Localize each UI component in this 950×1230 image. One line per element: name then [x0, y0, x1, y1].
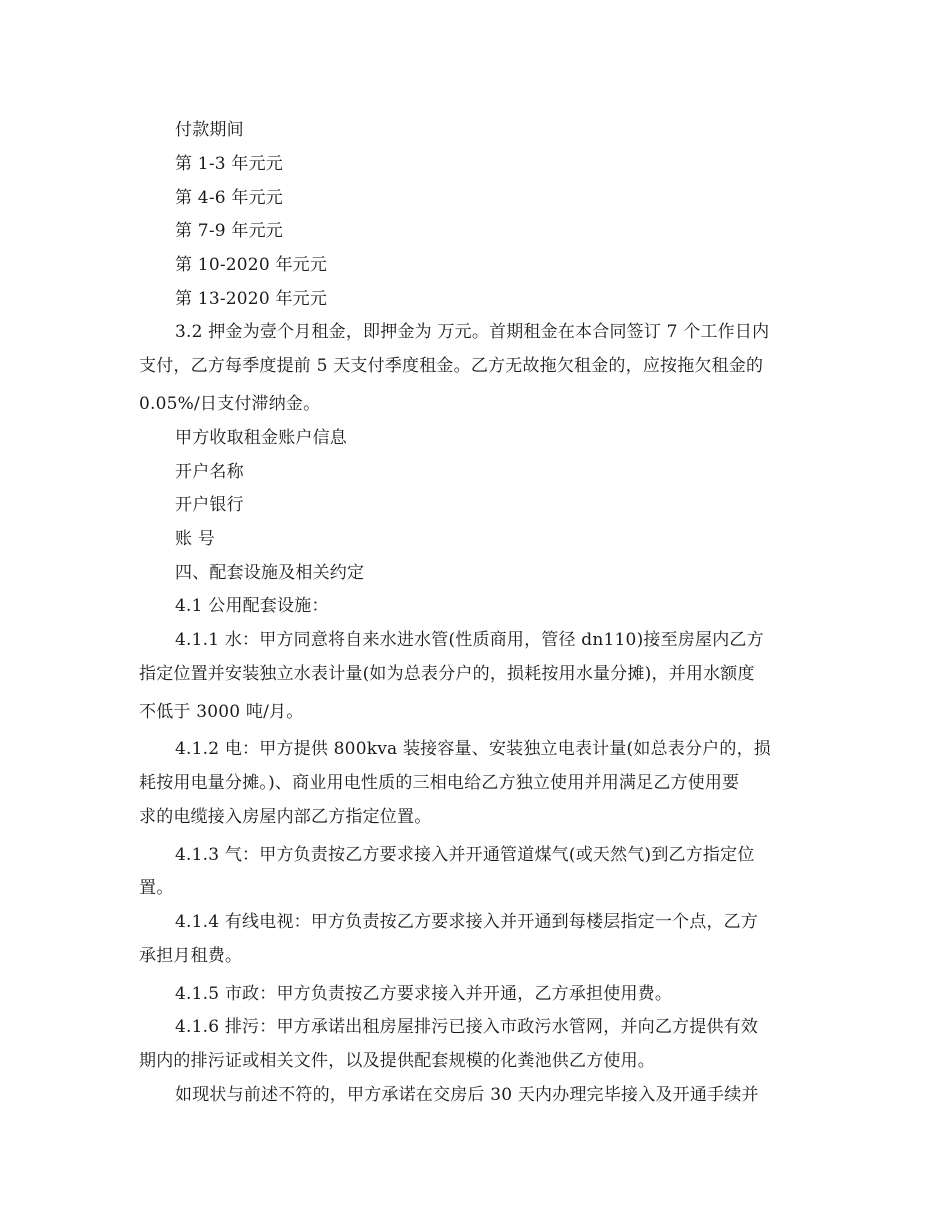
payment-period-line: 第 7-9 年元元 — [175, 221, 283, 241]
clause-4-1-4-line: 4.1.4 有线电视：甲方负责按乙方要求接入并开通到每楼层指定一个点，乙方 — [175, 912, 759, 932]
clause-4-1-6-line: 4.1.6 排污：甲方承诺出租房屋排污已接入市政污水管网，并向乙方提供有效 — [175, 1017, 759, 1037]
clause-4-1-2-line: 耗按用电量分摊。)、商业用电性质的三相电给乙方独立使用并用满足乙方使用要 — [139, 773, 740, 793]
clause-3-2-line: 3.2 押金为壹个月租金，即押金为 万元。首期租金在本合同签订 7 个工作日内 — [175, 322, 770, 342]
clause-4-1-3-line: 4.1.3 气：甲方负责按乙方要求接入并开通管道煤气(或天然气)到乙方指定位 — [175, 845, 755, 865]
clause-4-1-1-line: 不低于 3000 吨/月。 — [139, 702, 304, 722]
clause-4-1-5-line: 4.1.5 市政：甲方负责按乙方要求接入并开通，乙方承担使用费。 — [175, 984, 673, 1004]
clause-4-1-2-line: 求的电缆接入房屋内部乙方指定位置。 — [139, 807, 432, 827]
clause-4-1-4-line: 承担月租费。 — [139, 946, 243, 966]
clause-4-1-3-line: 置。 — [139, 878, 174, 898]
account-number-label: 账 号 — [175, 529, 216, 549]
payment-period-line: 第 4-6 年元元 — [175, 188, 283, 208]
payment-period-line: 第 13-2020 年元元 — [175, 289, 328, 309]
payment-period-line: 第 1-3 年元元 — [175, 154, 283, 174]
clause-4-1-1-line: 指定位置并安装独立水表计量(如为总表分户的，损耗按用水量分摊)，并用水额度 — [139, 664, 755, 684]
account-name-label: 开户名称 — [175, 462, 244, 482]
section-4-title: 四、配套设施及相关约定 — [175, 563, 365, 583]
closing-paragraph-line: 如现状与前述不符的，甲方承诺在交房后 30 天内办理完毕接入及开通手续并 — [175, 1085, 759, 1105]
payment-period-line: 第 10-2020 年元元 — [175, 255, 328, 275]
clause-4-1-heading: 4.1 公用配套设施： — [175, 596, 329, 616]
account-bank-label: 开户银行 — [175, 495, 244, 515]
clause-3-2-line: 支付，乙方每季度提前 5 天支付季度租金。乙方无故拖欠租金的，应按拖欠租金的 — [139, 356, 764, 376]
payment-period-heading: 付款期间 — [175, 120, 244, 140]
clause-4-1-6-line: 期内的排污证或相关文件，以及提供配套规模的化粪池供乙方使用。 — [139, 1051, 655, 1071]
clause-4-1-1-line: 4.1.1 水：甲方同意将自来水进水管(性质商用，管径 dn110)接至房屋内乙方 — [175, 630, 764, 650]
clause-4-1-2-line: 4.1.2 电：甲方提供 800kva 装接容量、安装独立电表计量(如总表分户的，损 — [175, 739, 771, 759]
account-info-heading: 甲方收取租金账户信息 — [175, 428, 347, 448]
clause-3-2-line: 0.05%/日支付滞纳金。 — [139, 394, 321, 414]
